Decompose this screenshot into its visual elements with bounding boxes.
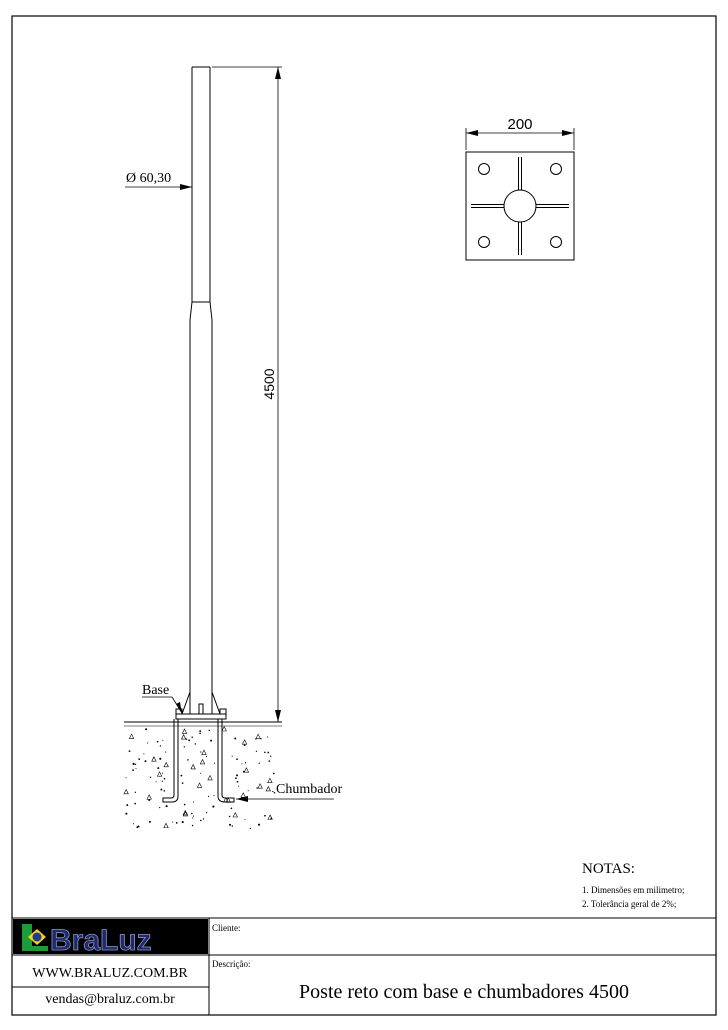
pole [190, 67, 212, 712]
diameter-label: Ø 60,30 [126, 171, 172, 186]
note-item-2: 2. Tolerância geral de 2%; [582, 899, 677, 909]
concrete-foundation [124, 727, 275, 829]
notes-title: NOTAS: [582, 861, 635, 877]
base-label: Base [142, 683, 170, 698]
description-label: Descrição: [212, 959, 251, 969]
plate-width-label: 200 [507, 116, 533, 133]
logo-text: BraLuz [50, 924, 152, 957]
note-item-1: 1. Dimensões em milimetro; [582, 885, 685, 895]
client-label: Cliente: [212, 923, 241, 933]
description-text: Poste reto com base e chumbadores 4500 [299, 981, 629, 1003]
chumbador-label: Chumbador [276, 782, 343, 797]
braluz-logo [13, 919, 208, 957]
height-dimension-label: 4500 [261, 368, 277, 400]
email-text: vendas@braluz.com.br [45, 992, 175, 1007]
pole-base [176, 692, 226, 719]
website-text: WWW.BRALUZ.COM.BR [32, 966, 188, 981]
anchor-bolts [163, 719, 234, 802]
base-plate-top-view [466, 152, 574, 260]
